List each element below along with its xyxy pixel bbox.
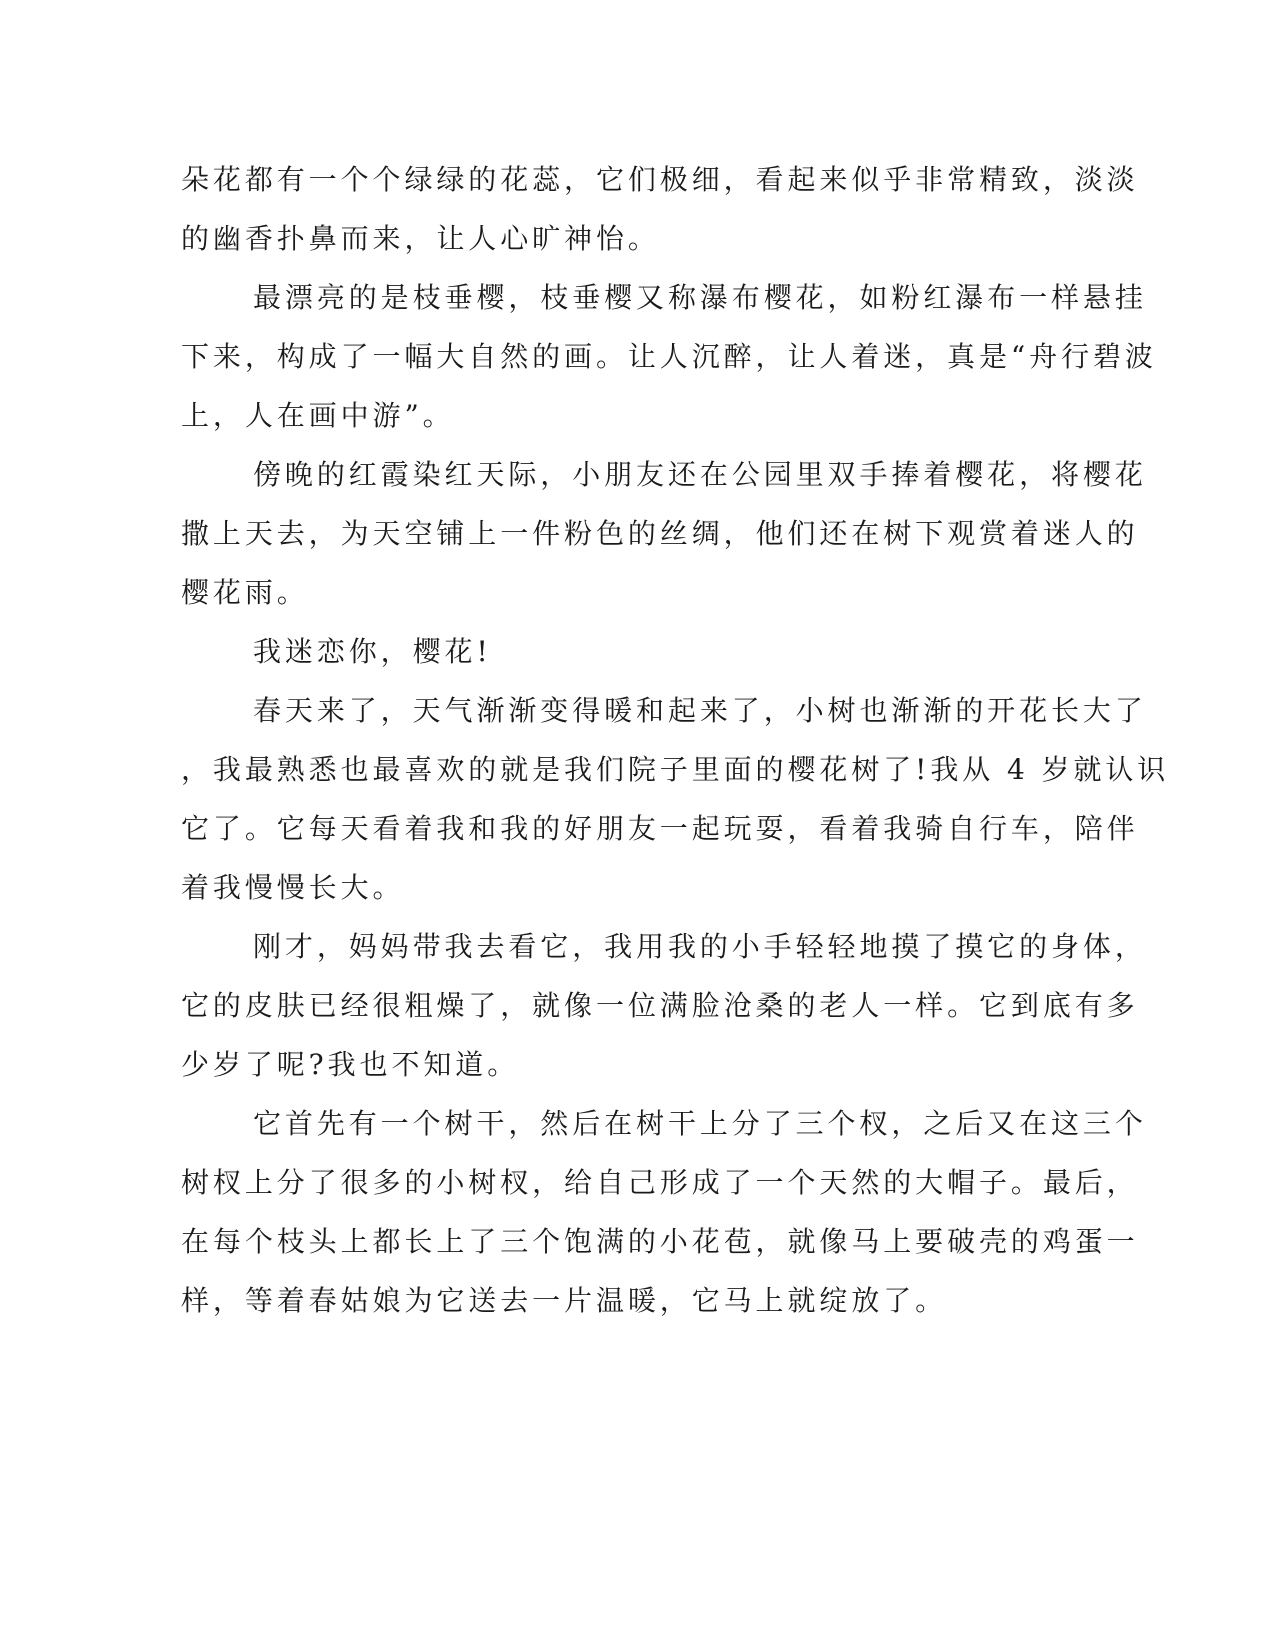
text-line [0,858,1275,918]
paragraph-first-line [0,445,1275,505]
line-text: 的幽香扑鼻而来，让人心旷神怡。 [181,222,660,255]
line-text: ，我最熟悉也最喜欢的就是我们院子里面的樱花树了!我从 4 岁就认识 [181,753,1170,786]
text-line [0,327,1275,387]
line-text: 树杈上分了很多的小树杈，给自己形成了一个天然的大帽子。最后， [181,1166,1139,1199]
text-line [0,740,1275,800]
line-text: 上，人在画中游”。 [181,399,455,432]
text-line [0,1035,1275,1095]
line-text: 樱花雨。 [181,576,309,609]
text-line [0,209,1275,269]
paragraph-first-line [0,917,1275,977]
line-text: 少岁了呢?我也不知道。 [181,1048,520,1081]
line-text: 春天来了，天气渐渐变得暖和起来了，小树也渐渐的开花长大了 [253,694,1147,727]
line-text: 朵花都有一个个绿绿的花蕊，它们极细，看起来似乎非常精致，淡淡 [181,163,1139,196]
line-text: 下来，构成了一幅大自然的画。让人沉醉，让人着迷，真是“舟行碧波 [181,340,1157,373]
text-line [0,150,1275,210]
paragraph-first-line [0,622,1275,682]
line-text: 傍晚的红霞染红天际，小朋友还在公园里双手捧着樱花，将樱花 [253,458,1147,491]
paragraph-first-line [0,268,1275,328]
paragraph-first-line [0,1094,1275,1154]
text-line [0,563,1275,623]
line-text: 它的皮肤已经很粗燥了，就像一位满脸沧桑的老人一样。它到底有多 [181,989,1139,1022]
line-text: 样，等着春姑娘为它送去一片温暖，它马上就绽放了。 [181,1284,948,1317]
text-line [0,386,1275,446]
text-line [0,1153,1275,1213]
line-text: 撒上天去，为天空铺上一件粉色的丝绸，他们还在树下观赏着迷人的 [181,517,1139,550]
text-line [0,1271,1275,1331]
line-text: 着我慢慢长大。 [181,871,405,904]
text-line [0,1212,1275,1272]
line-text: 刚才，妈妈带我去看它，我用我的小手轻轻地摸了摸它的身体， [253,930,1147,963]
text-line [0,976,1275,1036]
line-text: 它首先有一个树干，然后在树干上分了三个杈，之后又在这三个 [253,1107,1147,1140]
line-text: 它了。它每天看着我和我的好朋友一起玩耍，看着我骑自行车，陪伴 [181,812,1139,845]
paragraph-first-line [0,681,1275,741]
text-line [0,799,1275,859]
line-text: 最漂亮的是枝垂樱，枝垂樱又称瀑布樱花，如粉红瀑布一样悬挂 [253,281,1147,314]
line-text: 我迷恋你，樱花! [253,635,492,668]
line-text: 在每个枝头上都长上了三个饱满的小花苞，就像马上要破壳的鸡蛋一 [181,1225,1139,1258]
text-line [0,504,1275,564]
